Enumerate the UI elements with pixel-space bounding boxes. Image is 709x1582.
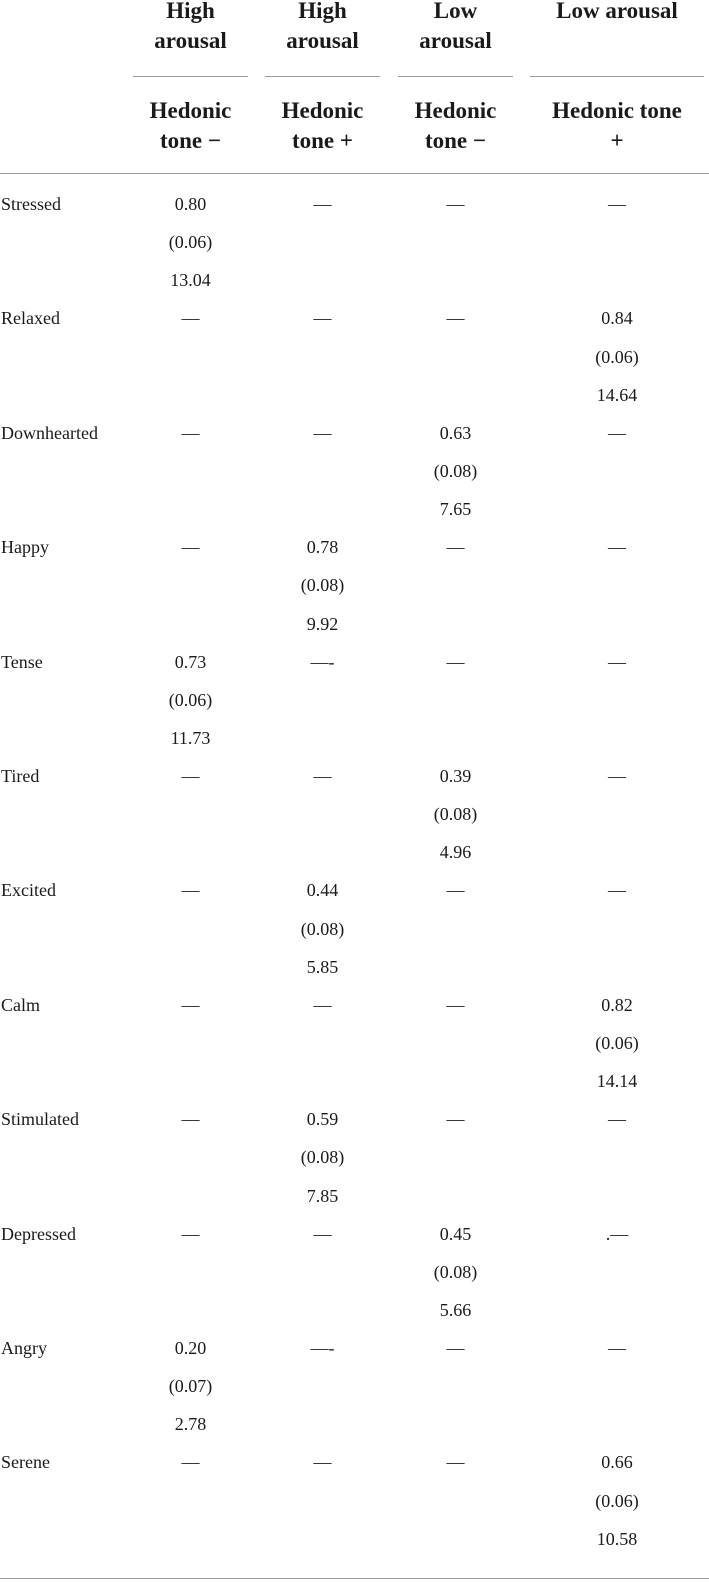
- cell-value: 0.84: [601, 308, 633, 329]
- cell-value: —: [446, 194, 465, 214]
- header-hedonic-1: [127, 96, 254, 156]
- cell-value: 7.65: [439, 499, 472, 520]
- header-arousal-3: [398, 0, 513, 56]
- table-cell: [398, 986, 513, 1024]
- cell-value: 11.73: [170, 727, 211, 748]
- cell-value: —: [181, 537, 200, 558]
- row-label: Stimulated: [1, 1109, 79, 1130]
- cell-value: —: [608, 1337, 626, 1358]
- cell-value: (0.08): [300, 575, 345, 596]
- cell-value: (0.08): [300, 918, 345, 939]
- cell-value: —: [446, 1337, 465, 1358]
- table-bottom-rule: [0, 1578, 709, 1579]
- table-cell: [133, 1215, 248, 1253]
- table-cell: [133, 757, 248, 795]
- table-cell: [133, 1443, 248, 1481]
- table-cell: [133, 871, 248, 909]
- cell-value: —: [181, 1223, 200, 1244]
- row-label: Happy: [1, 537, 49, 558]
- cell-value: —: [313, 194, 332, 214]
- header-text-line: tone −: [424, 128, 486, 153]
- table-row: [0, 643, 709, 757]
- cell-value: (0.08): [300, 1147, 345, 1168]
- cell-value: 0.66: [601, 1452, 633, 1473]
- table-cell: [530, 986, 704, 1101]
- cell-value: —: [446, 308, 465, 329]
- cell-value: 0.59: [306, 1109, 339, 1130]
- header-spanner-rule-2: [265, 76, 380, 77]
- cell-value: 4.96: [439, 842, 472, 863]
- cell-value: —: [608, 537, 626, 558]
- table-cell: [398, 528, 513, 566]
- table-cell: [133, 1100, 248, 1138]
- table-cell: [530, 185, 704, 223]
- header-text-line: Hedonic: [149, 98, 232, 123]
- table-row: [0, 414, 709, 528]
- cell-value: —-: [310, 651, 335, 672]
- row-label: Tired: [1, 765, 40, 786]
- cell-value: —: [181, 1452, 200, 1473]
- table-cell: [265, 1329, 380, 1367]
- cell-value: (0.07): [168, 1376, 213, 1397]
- row-label: Excited: [1, 880, 56, 901]
- table-cell: [530, 643, 704, 681]
- header-text-line: +: [610, 128, 624, 153]
- cell-value: 13.04: [170, 270, 211, 291]
- cell-value: 7.85: [306, 1185, 339, 1206]
- cell-value: (0.06): [595, 1032, 639, 1053]
- table-row: [0, 1329, 709, 1443]
- header-spanner-rule-3: [398, 76, 513, 77]
- header-text-line: arousal: [286, 28, 359, 53]
- table-body: [0, 185, 709, 1558]
- table-cell: [265, 1215, 380, 1253]
- table-row: [0, 185, 709, 299]
- cell-value: 0.63: [439, 422, 472, 443]
- table-row: [0, 1443, 709, 1557]
- table-cell: [398, 871, 513, 909]
- table-cell: [530, 1443, 704, 1558]
- table-cell: [265, 986, 380, 1024]
- table-cell: [398, 185, 513, 223]
- cell-value: —: [608, 1109, 626, 1130]
- table-row: [0, 871, 709, 985]
- cell-value: —: [181, 765, 200, 786]
- cell-value: —: [181, 308, 200, 329]
- cell-value: 0.39: [439, 765, 472, 786]
- cell-value: —: [313, 1223, 332, 1244]
- table-row: [0, 1215, 709, 1329]
- table-cell: [265, 185, 380, 223]
- row-label: Calm: [1, 994, 40, 1015]
- cell-value: 0.44: [306, 880, 339, 901]
- table-cell: [265, 299, 380, 337]
- cell-value: —: [446, 537, 465, 558]
- header-text-line: Low: [433, 0, 478, 23]
- cell-value: 14.64: [596, 384, 638, 405]
- cell-value: 0.45: [439, 1223, 472, 1244]
- cell-value: 5.66: [439, 1299, 472, 1320]
- table-cell: [265, 1100, 380, 1215]
- table-row: [0, 1100, 709, 1214]
- cell-value: —: [313, 765, 332, 786]
- cell-value: 0.73: [174, 651, 207, 672]
- table-cell: [530, 1329, 704, 1367]
- cell-value: 9.92: [306, 613, 339, 634]
- cell-value: 0.20: [174, 1337, 207, 1358]
- cell-value: 5.85: [306, 956, 339, 977]
- cell-value: —: [181, 994, 200, 1015]
- table-cell: [398, 299, 513, 337]
- table-cell: [265, 1443, 380, 1481]
- header-text-line: tone +: [291, 128, 353, 153]
- cell-value: (0.06): [168, 689, 213, 710]
- table-cell: [265, 528, 380, 643]
- cell-value: —: [181, 880, 200, 901]
- row-label: Angry: [1, 1337, 47, 1358]
- header-arousal-4: [530, 0, 704, 26]
- table-cell: [398, 1215, 513, 1330]
- header-text-line: tone −: [159, 128, 221, 153]
- cell-value: —: [313, 422, 332, 443]
- header-hedonic-2: [259, 96, 386, 156]
- header-arousal-2: [265, 0, 380, 56]
- cell-value: —: [608, 880, 626, 901]
- cell-value: (0.08): [433, 1261, 478, 1282]
- cell-value: —-: [310, 1337, 335, 1358]
- cell-value: 0.78: [306, 537, 339, 558]
- header-text-line: Hedonic tone: [552, 98, 682, 123]
- cell-value: —: [313, 994, 332, 1015]
- table-cell: [398, 757, 513, 872]
- table-row: [0, 757, 709, 871]
- table-cell: [530, 299, 704, 414]
- table-cell: [398, 1329, 513, 1367]
- row-label: Serene: [1, 1452, 50, 1473]
- table-cell: [133, 1329, 248, 1444]
- cell-value: —: [608, 765, 626, 786]
- cell-value: —: [446, 880, 465, 901]
- table-cell: [398, 643, 513, 681]
- row-label: Stressed: [1, 194, 61, 214]
- cell-value: 0.82: [601, 994, 633, 1015]
- header-text-line: arousal: [419, 28, 492, 53]
- cell-value: (0.08): [433, 460, 478, 481]
- header-text-line: Hedonic: [414, 98, 497, 123]
- table-cell: [133, 185, 248, 300]
- row-label: Relaxed: [1, 308, 60, 329]
- table-cell: [133, 643, 248, 758]
- table-cell: [530, 528, 704, 566]
- cell-value: —: [446, 994, 465, 1015]
- table-cell: [133, 414, 248, 452]
- row-label: Tense: [1, 651, 43, 672]
- header-text-line: High: [166, 0, 215, 23]
- cell-value: (0.06): [595, 346, 639, 367]
- header-text-line: Hedonic: [281, 98, 364, 123]
- header-hedonic-3: [392, 96, 519, 156]
- cell-value: —: [446, 1109, 465, 1130]
- table-cell: [530, 1100, 704, 1138]
- cell-value: —: [313, 1452, 332, 1473]
- cell-value: —: [313, 308, 332, 329]
- table-cell: [265, 871, 380, 986]
- cell-value: (0.06): [168, 232, 213, 253]
- cell-value: 2.78: [174, 1414, 207, 1435]
- table-row: [0, 299, 709, 413]
- cell-value: 0.80: [174, 194, 207, 214]
- table-cell: [133, 299, 248, 337]
- table-header: [0, 0, 709, 176]
- cell-value: .—: [605, 1223, 629, 1244]
- row-label: Downhearted: [1, 422, 98, 443]
- table-cell: [265, 414, 380, 452]
- cell-value: —: [181, 422, 200, 443]
- table-row: [0, 986, 709, 1100]
- table-cell: [265, 643, 380, 681]
- cell-value: —: [608, 651, 626, 672]
- cell-value: 10.58: [596, 1528, 638, 1549]
- table-cell: [133, 528, 248, 566]
- header-rule: [0, 173, 709, 174]
- cell-value: —: [446, 1452, 465, 1473]
- cell-value: —: [181, 1109, 200, 1130]
- table-cell: [398, 1443, 513, 1481]
- cell-value: 14.14: [596, 1071, 638, 1092]
- header-text-line: High: [298, 0, 347, 23]
- header-spanner-rule-1: [133, 76, 248, 77]
- table-row: [0, 528, 709, 642]
- header-text-line: arousal: [154, 28, 227, 53]
- cell-value: (0.06): [595, 1490, 639, 1511]
- table-cell: [398, 1100, 513, 1138]
- table-cell: [398, 414, 513, 529]
- table-cell: [133, 986, 248, 1024]
- header-arousal-1: [133, 0, 248, 56]
- table-cell: [265, 757, 380, 795]
- cell-value: —: [446, 651, 465, 672]
- header-hedonic-4: [524, 96, 709, 156]
- table-cell: [530, 1215, 704, 1253]
- row-label: Depressed: [1, 1223, 76, 1244]
- cell-value: —: [608, 422, 626, 443]
- header-text-line: Low arousal: [556, 0, 678, 23]
- table-cell: [530, 757, 704, 795]
- header-spanner-rule-4: [530, 76, 704, 77]
- table-cell: [530, 414, 704, 452]
- table-cell: [530, 871, 704, 909]
- cell-value: —: [608, 194, 626, 214]
- cell-value: (0.08): [433, 804, 478, 825]
